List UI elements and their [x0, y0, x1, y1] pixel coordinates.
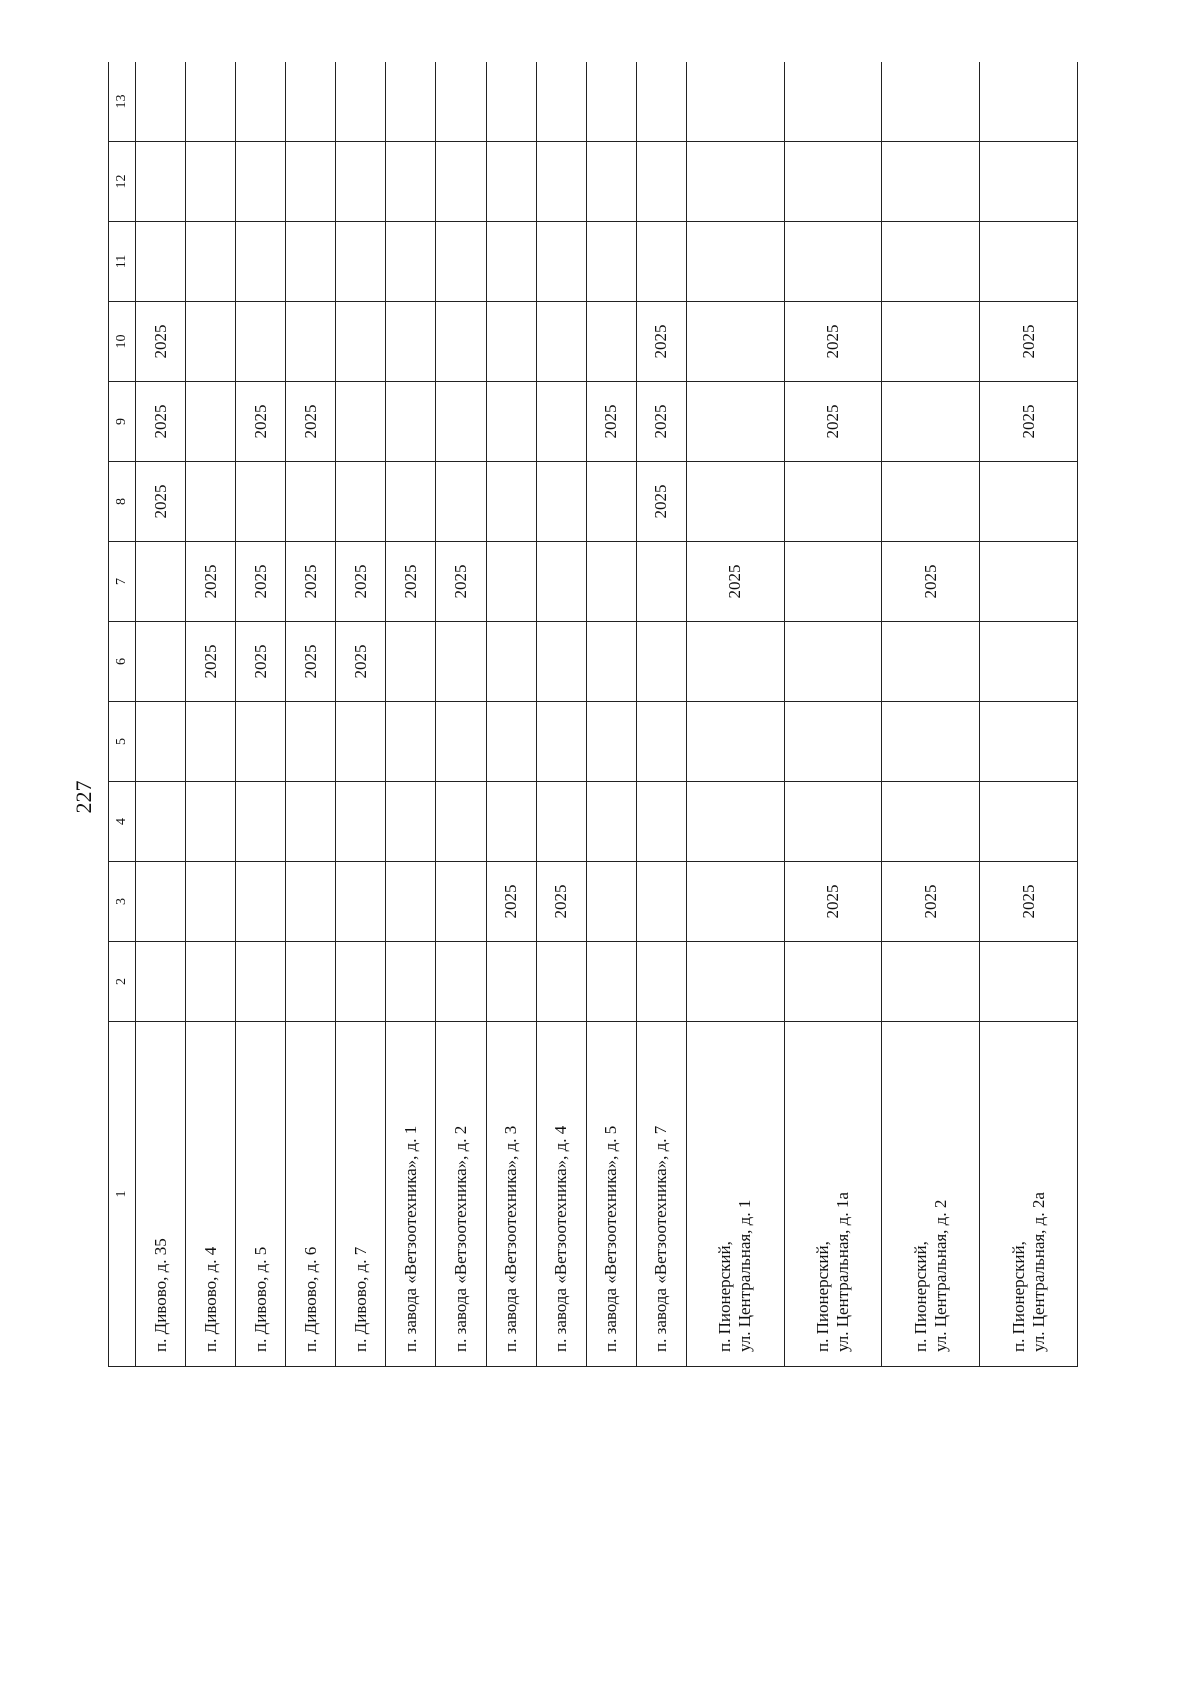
address-cell — [980, 1022, 1078, 1367]
year-cell-col-6 — [486, 622, 536, 702]
table-row — [336, 62, 386, 1367]
table-row — [636, 62, 686, 1367]
address-line: п. Пионерский, — [1008, 1241, 1028, 1352]
address-line: п. Пионерский, — [910, 1241, 930, 1352]
address-line: п. Дивово, д. 4 — [200, 1246, 220, 1352]
year-cell-col-10 — [386, 302, 436, 382]
year-cell-col-2 — [882, 942, 980, 1022]
year-cell-col-7: 2025 — [286, 542, 336, 622]
year-cell-col-7: 2025 — [882, 542, 980, 622]
table-row — [784, 62, 882, 1367]
year-cell-col-10: 2025 — [980, 302, 1078, 382]
year-cell-col-10 — [336, 302, 386, 382]
address-cell — [236, 1022, 286, 1367]
year-cell-col-3: 2025 — [486, 862, 536, 942]
year-cell-col-10 — [586, 302, 636, 382]
year-cell-col-12 — [980, 142, 1078, 222]
year-cell-col-13 — [980, 62, 1078, 142]
year-cell-col-12 — [336, 142, 386, 222]
address-line: ул. Центральная, д. 1а — [833, 1192, 852, 1352]
year-cell-col-11 — [586, 222, 636, 302]
year-cell-col-6 — [686, 622, 784, 702]
year-cell-col-3 — [236, 862, 286, 942]
year-cell-col-13 — [882, 62, 980, 142]
address-line: ул. Центральная, д. 2а — [1028, 1192, 1048, 1352]
address-cell — [386, 1022, 436, 1367]
year-cell-col-8 — [536, 462, 586, 542]
year-cell-col-9: 2025 — [980, 382, 1078, 462]
year-cell-col-2 — [980, 942, 1078, 1022]
year-cell-col-8 — [436, 462, 486, 542]
year-cell-col-12 — [286, 142, 336, 222]
year-cell-col-11 — [336, 222, 386, 302]
year-cell-col-6 — [436, 622, 486, 702]
table-row — [436, 62, 486, 1367]
year-cell-col-9 — [686, 382, 784, 462]
year-cell-col-5 — [686, 702, 784, 782]
address-cell — [436, 1022, 486, 1367]
column-header-10: 10 — [109, 302, 136, 382]
year-cell-col-3 — [336, 862, 386, 942]
year-cell-col-8 — [336, 462, 386, 542]
year-cell-col-9 — [386, 382, 436, 462]
table-row — [686, 62, 784, 1367]
year-cell-col-2 — [686, 942, 784, 1022]
year-cell-col-4 — [386, 782, 436, 862]
table-row — [236, 62, 286, 1367]
year-cell-col-6: 2025 — [236, 622, 286, 702]
address-cell — [186, 1022, 236, 1367]
year-cell-col-13 — [486, 62, 536, 142]
year-cell-col-11 — [286, 222, 336, 302]
table-row — [186, 62, 236, 1367]
year-cell-col-3 — [686, 862, 784, 942]
year-cell-col-3 — [136, 862, 186, 942]
year-cell-col-12 — [436, 142, 486, 222]
year-cell-col-4 — [636, 782, 686, 862]
year-cell-col-6 — [136, 622, 186, 702]
year-cell-col-7: 2025 — [336, 542, 386, 622]
header-row — [109, 62, 136, 1367]
column-header-11: 11 — [109, 222, 136, 302]
year-cell-col-12 — [686, 142, 784, 222]
year-cell-col-9 — [486, 382, 536, 462]
year-cell-col-10 — [286, 302, 336, 382]
column-header-13: 13 — [109, 62, 136, 142]
address-line: п. завода «Ветзоотехника», д. 4 — [551, 1125, 571, 1352]
rotated-table-wrapper — [108, 62, 1078, 1367]
year-cell-col-8 — [784, 462, 882, 542]
year-cell-col-8 — [486, 462, 536, 542]
address-cell — [686, 1022, 784, 1367]
year-cell-col-4 — [136, 782, 186, 862]
year-cell-col-2 — [636, 942, 686, 1022]
year-cell-col-13 — [784, 62, 882, 142]
year-cell-col-8 — [980, 462, 1078, 542]
table-row — [286, 62, 336, 1367]
year-cell-col-8 — [236, 462, 286, 542]
year-cell-col-5 — [536, 702, 586, 782]
column-header-8: 8 — [109, 462, 136, 542]
year-cell-col-13 — [586, 62, 636, 142]
year-cell-col-5 — [586, 702, 636, 782]
year-cell-col-2 — [136, 942, 186, 1022]
year-cell-col-8 — [882, 462, 980, 542]
address-line: п. Дивово, д. 7 — [350, 1246, 370, 1352]
year-cell-col-5 — [136, 702, 186, 782]
year-cell-col-6: 2025 — [186, 622, 236, 702]
table-sheet — [108, 62, 1078, 1367]
year-cell-col-7: 2025 — [186, 542, 236, 622]
year-cell-col-13 — [286, 62, 336, 142]
column-header-7: 7 — [109, 542, 136, 622]
year-cell-col-7 — [486, 542, 536, 622]
year-cell-col-13 — [636, 62, 686, 142]
year-cell-col-8 — [386, 462, 436, 542]
table-row — [882, 62, 980, 1367]
year-cell-col-3 — [286, 862, 336, 942]
year-cell-col-8 — [286, 462, 336, 542]
year-cell-col-6 — [784, 622, 882, 702]
address-line: п. Дивово, д. 6 — [300, 1246, 320, 1352]
table-row — [386, 62, 436, 1367]
year-cell-col-10 — [536, 302, 586, 382]
column-header-2: 2 — [109, 942, 136, 1022]
table-body — [136, 62, 1078, 1367]
table-row — [486, 62, 536, 1367]
column-header-1: 1 — [109, 1022, 136, 1367]
year-cell-col-2 — [236, 942, 286, 1022]
table-row — [586, 62, 636, 1367]
address-cell — [882, 1022, 980, 1367]
year-cell-col-3 — [586, 862, 636, 942]
year-cell-col-10 — [236, 302, 286, 382]
column-header-12: 12 — [109, 142, 136, 222]
year-cell-col-11 — [436, 222, 486, 302]
year-cell-col-11 — [784, 222, 882, 302]
year-cell-col-9 — [186, 382, 236, 462]
year-cell-col-6: 2025 — [336, 622, 386, 702]
year-cell-col-5 — [186, 702, 236, 782]
year-cell-col-5 — [286, 702, 336, 782]
year-cell-col-13 — [386, 62, 436, 142]
year-cell-col-12 — [386, 142, 436, 222]
year-cell-col-4 — [336, 782, 386, 862]
year-cell-col-11 — [980, 222, 1078, 302]
address-line: п. завода «Ветзоотехника», д. 1 — [400, 1125, 420, 1352]
address-line: п. завода «Ветзоотехника», д. 5 — [601, 1125, 621, 1352]
year-cell-col-7 — [536, 542, 586, 622]
table-row — [536, 62, 586, 1367]
year-cell-col-12 — [586, 142, 636, 222]
year-cell-col-5 — [636, 702, 686, 782]
year-cell-col-10 — [686, 302, 784, 382]
year-cell-col-9: 2025 — [636, 382, 686, 462]
year-cell-col-3: 2025 — [882, 862, 980, 942]
column-header-9: 9 — [109, 382, 136, 462]
year-cell-col-13 — [186, 62, 236, 142]
table-row — [136, 62, 186, 1367]
table-row — [980, 62, 1078, 1367]
year-cell-col-11 — [186, 222, 236, 302]
year-cell-col-2 — [784, 942, 882, 1022]
year-cell-col-13 — [336, 62, 386, 142]
year-cell-col-7 — [136, 542, 186, 622]
year-cell-col-10: 2025 — [784, 302, 882, 382]
year-cell-col-12 — [136, 142, 186, 222]
year-cell-col-10 — [186, 302, 236, 382]
year-cell-col-9: 2025 — [136, 382, 186, 462]
year-cell-col-6 — [586, 622, 636, 702]
year-cell-col-6 — [980, 622, 1078, 702]
year-cell-col-9: 2025 — [286, 382, 336, 462]
year-cell-col-2 — [436, 942, 486, 1022]
year-cell-col-8 — [686, 462, 784, 542]
column-header-6: 6 — [109, 622, 136, 702]
year-cell-col-7: 2025 — [436, 542, 486, 622]
year-cell-col-11 — [136, 222, 186, 302]
address-line: п. Пионерский, — [715, 1241, 735, 1352]
year-cell-col-3: 2025 — [980, 862, 1078, 942]
address-line: п. завода «Ветзоотехника», д. 3 — [501, 1125, 521, 1352]
year-cell-col-5 — [980, 702, 1078, 782]
year-cell-col-13 — [236, 62, 286, 142]
year-cell-col-11 — [486, 222, 536, 302]
address-line: п. Дивово, д. 5 — [250, 1246, 270, 1352]
column-header-3: 3 — [109, 862, 136, 942]
year-cell-col-12 — [882, 142, 980, 222]
year-cell-col-11 — [536, 222, 586, 302]
year-cell-col-12 — [636, 142, 686, 222]
address-line: п. завода «Ветзоотехника», д. 2 — [451, 1125, 470, 1352]
address-cell — [336, 1022, 386, 1367]
year-cell-col-12 — [784, 142, 882, 222]
year-cell-col-9 — [436, 382, 486, 462]
year-cell-col-13 — [436, 62, 486, 142]
address-line: п. Дивово, д. 35 — [150, 1238, 170, 1352]
year-cell-col-12 — [486, 142, 536, 222]
year-cell-col-10 — [486, 302, 536, 382]
address-line: п. завода «Ветзоотехника», д. 7 — [651, 1125, 671, 1352]
year-cell-col-7 — [586, 542, 636, 622]
year-cell-col-3 — [386, 862, 436, 942]
year-cell-col-6 — [386, 622, 436, 702]
year-cell-col-2 — [336, 942, 386, 1022]
address-line: ул. Центральная, д. 2 — [930, 1199, 950, 1352]
address-cell — [536, 1022, 586, 1367]
year-cell-col-7: 2025 — [686, 542, 784, 622]
year-cell-col-9 — [536, 382, 586, 462]
year-cell-col-3 — [436, 862, 486, 942]
year-cell-col-6 — [536, 622, 586, 702]
year-cell-col-11 — [882, 222, 980, 302]
year-cell-col-4 — [536, 782, 586, 862]
year-cell-col-2 — [536, 942, 586, 1022]
year-cell-col-9 — [882, 382, 980, 462]
year-cell-col-4 — [286, 782, 336, 862]
column-header-4: 4 — [109, 782, 136, 862]
address-cell — [784, 1022, 882, 1367]
year-cell-col-2 — [286, 942, 336, 1022]
year-cell-col-5 — [882, 702, 980, 782]
year-cell-col-5 — [784, 702, 882, 782]
address-cell — [136, 1022, 186, 1367]
year-cell-col-5 — [486, 702, 536, 782]
year-cell-col-5 — [236, 702, 286, 782]
address-cell — [486, 1022, 536, 1367]
year-cell-col-4 — [882, 782, 980, 862]
year-cell-col-12 — [236, 142, 286, 222]
year-cell-col-10 — [882, 302, 980, 382]
year-cell-col-7: 2025 — [386, 542, 436, 622]
year-cell-col-9: 2025 — [586, 382, 636, 462]
year-cell-col-4 — [784, 782, 882, 862]
year-cell-col-4 — [236, 782, 286, 862]
year-cell-col-12 — [536, 142, 586, 222]
year-cell-col-11 — [636, 222, 686, 302]
year-cell-col-7 — [980, 542, 1078, 622]
year-cell-col-4 — [980, 782, 1078, 862]
year-cell-col-9: 2025 — [784, 382, 882, 462]
schedule-table — [108, 62, 1078, 1367]
year-cell-col-6: 2025 — [286, 622, 336, 702]
year-cell-col-3 — [636, 862, 686, 942]
year-cell-col-7: 2025 — [236, 542, 286, 622]
year-cell-col-4 — [436, 782, 486, 862]
address-cell — [286, 1022, 336, 1367]
year-cell-col-7 — [636, 542, 686, 622]
year-cell-col-11 — [236, 222, 286, 302]
address-line: п. Пионерский, — [813, 1241, 832, 1352]
year-cell-col-4 — [686, 782, 784, 862]
year-cell-col-5 — [336, 702, 386, 782]
year-cell-col-3 — [186, 862, 236, 942]
year-cell-col-6 — [882, 622, 980, 702]
year-cell-col-2 — [186, 942, 236, 1022]
year-cell-col-13 — [686, 62, 784, 142]
year-cell-col-13 — [536, 62, 586, 142]
year-cell-col-4 — [486, 782, 536, 862]
year-cell-col-6 — [636, 622, 686, 702]
year-cell-col-9 — [336, 382, 386, 462]
year-cell-col-4 — [586, 782, 636, 862]
year-cell-col-2 — [586, 942, 636, 1022]
year-cell-col-3: 2025 — [536, 862, 586, 942]
year-cell-col-2 — [486, 942, 536, 1022]
year-cell-col-4 — [186, 782, 236, 862]
year-cell-col-2 — [386, 942, 436, 1022]
year-cell-col-10: 2025 — [636, 302, 686, 382]
address-cell — [636, 1022, 686, 1367]
page-number: 227 — [71, 780, 96, 814]
address-line: ул. Центральная, д. 1 — [735, 1199, 755, 1352]
year-cell-col-8 — [586, 462, 636, 542]
year-cell-col-9: 2025 — [236, 382, 286, 462]
year-cell-col-8 — [186, 462, 236, 542]
year-cell-col-10: 2025 — [136, 302, 186, 382]
year-cell-col-3: 2025 — [784, 862, 882, 942]
year-cell-col-13 — [136, 62, 186, 142]
address-cell — [586, 1022, 636, 1367]
year-cell-col-10 — [436, 302, 486, 382]
year-cell-col-5 — [436, 702, 486, 782]
year-cell-col-8: 2025 — [636, 462, 686, 542]
year-cell-col-5 — [386, 702, 436, 782]
year-cell-col-7 — [784, 542, 882, 622]
year-cell-col-11 — [686, 222, 784, 302]
year-cell-col-11 — [386, 222, 436, 302]
year-cell-col-12 — [186, 142, 236, 222]
column-header-5: 5 — [109, 702, 136, 782]
year-cell-col-8: 2025 — [136, 462, 186, 542]
